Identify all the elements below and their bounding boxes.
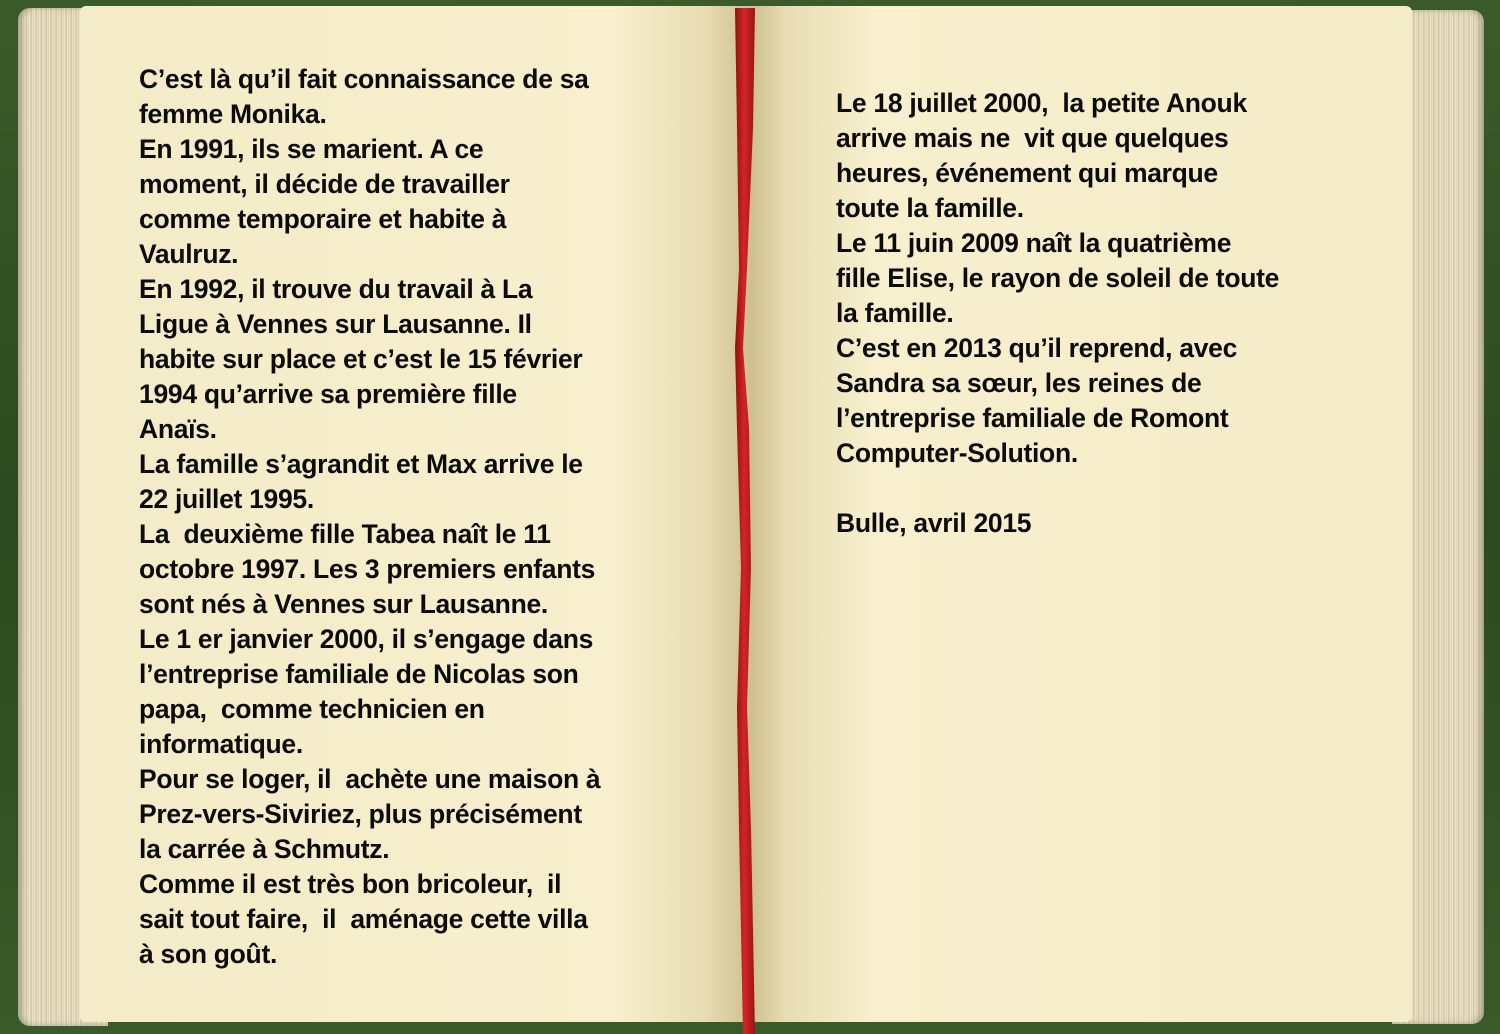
- left-line: la carrée à Schmutz.: [139, 834, 390, 864]
- left-line: l’entreprise familiale de Nicolas son: [139, 659, 579, 689]
- left-line: Le 1 er janvier 2000, il s’engage dans: [139, 624, 594, 654]
- right-page-text: [836, 86, 1376, 541]
- left-line: Prez-vers-Siviriez, plus précisément: [139, 799, 582, 829]
- right-line: heures, événement qui marque: [836, 158, 1218, 188]
- left-line: à son goût.: [139, 939, 278, 969]
- left-line: informatique.: [139, 729, 303, 759]
- left-line: habite sur place et c’est le 15 février: [139, 344, 583, 374]
- right-line: fille Elise, le rayon de soleil de toute: [836, 263, 1280, 293]
- right-line: Sandra sa sœur, les reines de: [836, 368, 1202, 398]
- left-line: papa, comme technicien en: [139, 694, 485, 724]
- left-line: sait tout faire, il aménage cette villa: [139, 904, 588, 934]
- left-line: La famille s’agrandit et Max arrive le: [139, 449, 583, 479]
- right-line: Le 11 juin 2009 naît la quatrième: [836, 228, 1232, 258]
- left-line: Vaulruz.: [139, 239, 239, 269]
- right-line: Le 18 juillet 2000, la petite Anouk: [836, 88, 1247, 118]
- right-line: Computer-Solution.: [836, 438, 1078, 468]
- right-line: la famille.: [836, 298, 954, 328]
- left-line: 1994 qu’arrive sa première fille: [139, 379, 517, 409]
- left-line: femme Monika.: [139, 99, 327, 129]
- right-line: l’entreprise familiale de Romont: [836, 403, 1229, 433]
- left-line: La deuxième fille Tabea naît le 11: [139, 519, 551, 549]
- left-line: 22 juillet 1995.: [139, 484, 314, 514]
- right-line: toute la famille.: [836, 193, 1024, 223]
- left-line: Ligue à Vennes sur Lausanne. Il: [139, 309, 532, 339]
- left-line: Anaïs.: [139, 414, 217, 444]
- ribbon-bookmark: [733, 8, 759, 1034]
- signature-line: Bulle, avril 2015: [836, 508, 1032, 538]
- left-line: En 1991, ils se marient. A ce: [139, 134, 484, 164]
- left-line: octobre 1997. Les 3 premiers enfants: [139, 554, 596, 584]
- left-line: sont nés à Vennes sur Lausanne.: [139, 589, 548, 619]
- left-line: moment, il décide de travailler: [139, 169, 510, 199]
- left-line: Pour se loger, il achète une maison à: [139, 764, 601, 794]
- left-line: comme temporaire et habite à: [139, 204, 507, 234]
- paragraph-gap: [836, 471, 1376, 506]
- left-line: Comme il est très bon bricoleur, il: [139, 869, 562, 899]
- right-line: C’est en 2013 qu’il reprend, avec: [836, 333, 1238, 363]
- left-line: En 1992, il trouve du travail à La: [139, 274, 533, 304]
- right-line: arrive mais ne vit que quelques: [836, 123, 1229, 153]
- left-line: C’est là qu’il fait connaissance de sa: [139, 64, 589, 94]
- left-page-text: [139, 62, 699, 972]
